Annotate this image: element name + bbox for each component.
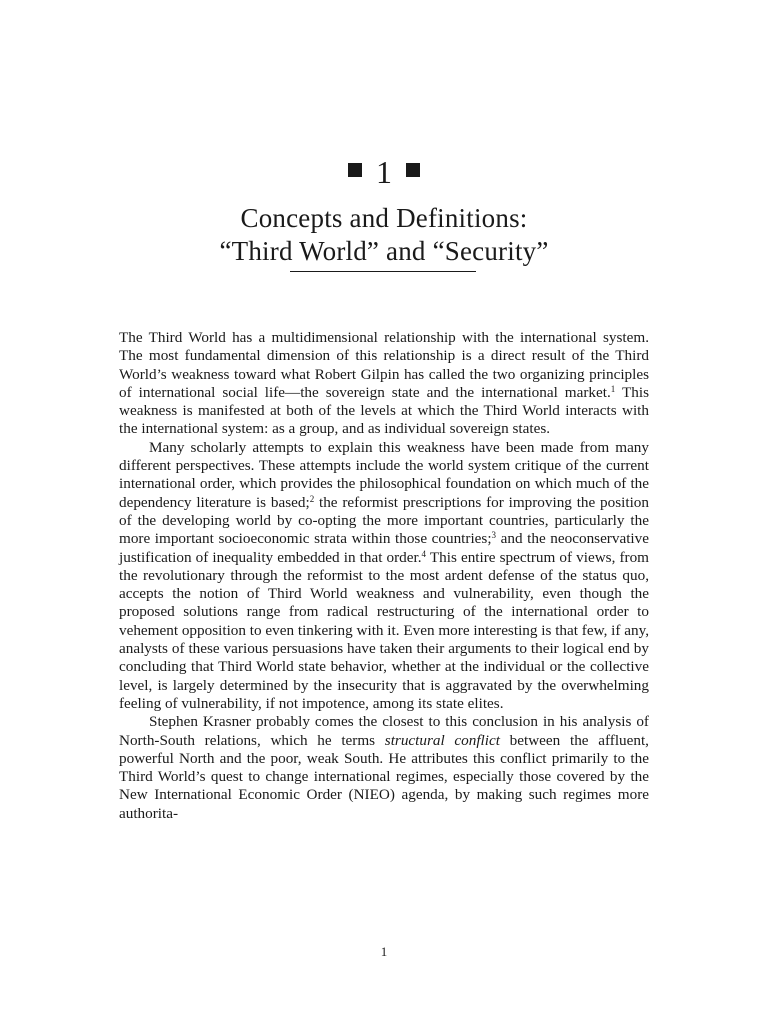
footnote-marker: 3 — [491, 530, 497, 541]
text-segment: Stephen Krasner probably comes the closest to this conclusion in his analysis of North-South relations, which he terms — [119, 713, 649, 749]
footnote-marker: 4 — [421, 548, 427, 559]
text-segment: and the neoconservative justification of inequality embedded in that order. — [119, 530, 649, 566]
page-number: 1 — [380, 944, 388, 959]
text-segment: The Third World has a multidimensional relationship with the international system. The most fundamental dimension of this relationship is a direct result of the Third World’s weakness toward what Robert Gilpin has called the two organizing principles of international social life—the sovereign state and the international market. — [119, 329, 649, 401]
chapter-title — [0, 202, 768, 268]
chapter-number-heading — [0, 154, 768, 190]
title-divider — [290, 271, 476, 272]
paragraph — [119, 439, 649, 713]
text-segment: between the affluent, powerful North and the poor, weak South. He attributes this conflict primarily to the Third World’s quest to change international regimes, especially those covered by the New International Economic Order (NIEO) agenda, by making such regimes more authorita- — [119, 731, 649, 822]
chapter-number: 1 — [376, 154, 392, 190]
italic-term: structural conflict — [384, 731, 500, 749]
paragraph — [119, 329, 649, 439]
text-segment: This weakness is manifested at both of the levels at which the Third World interacts with the international system: as a group, and as individual sovereign states. — [119, 383, 649, 438]
text-segment: the reformist prescriptions for improving the position of the developing world by co-opting the more important countries, particularly the more important socioeconomic strata within those countries; — [119, 493, 649, 548]
text-segment: This entire spectrum of views, from the revolutionary through the reformist to the most ardent defense of the status quo, accepts the notion of Third World weakness and vulnerability, even though the proposed solutions range from radical restructuring of the international order to vehement opposition to even tinkering with it. Even more interesting is that few, if any, analysts of these various persuasions have taken their arguments to their logical end by concluding that Third World state behavior, whether at the individual or the collective level, is largely determined by the insecurity that is aggravated by the overwhelming feeling of vulnerability, if not impotence, among its state elites. — [119, 548, 649, 712]
chapter-title-line-2: “Third World” and “Security” — [219, 236, 549, 266]
footnote-marker: 2 — [309, 493, 315, 504]
square-bullet-icon — [348, 163, 362, 177]
body-text — [119, 329, 649, 823]
footnote-marker: 1 — [610, 383, 616, 394]
square-bullet-icon — [406, 163, 420, 177]
paragraph — [119, 713, 649, 823]
chapter-title-line-1: Concepts and Definitions: — [240, 203, 528, 233]
text-segment: Many scholarly attempts to explain this weakness have been made from many different perspectives. These attempts include the world system critique of the current international order, which provides the philosophical foundation on which much of the dependency literature is based; — [119, 438, 649, 511]
